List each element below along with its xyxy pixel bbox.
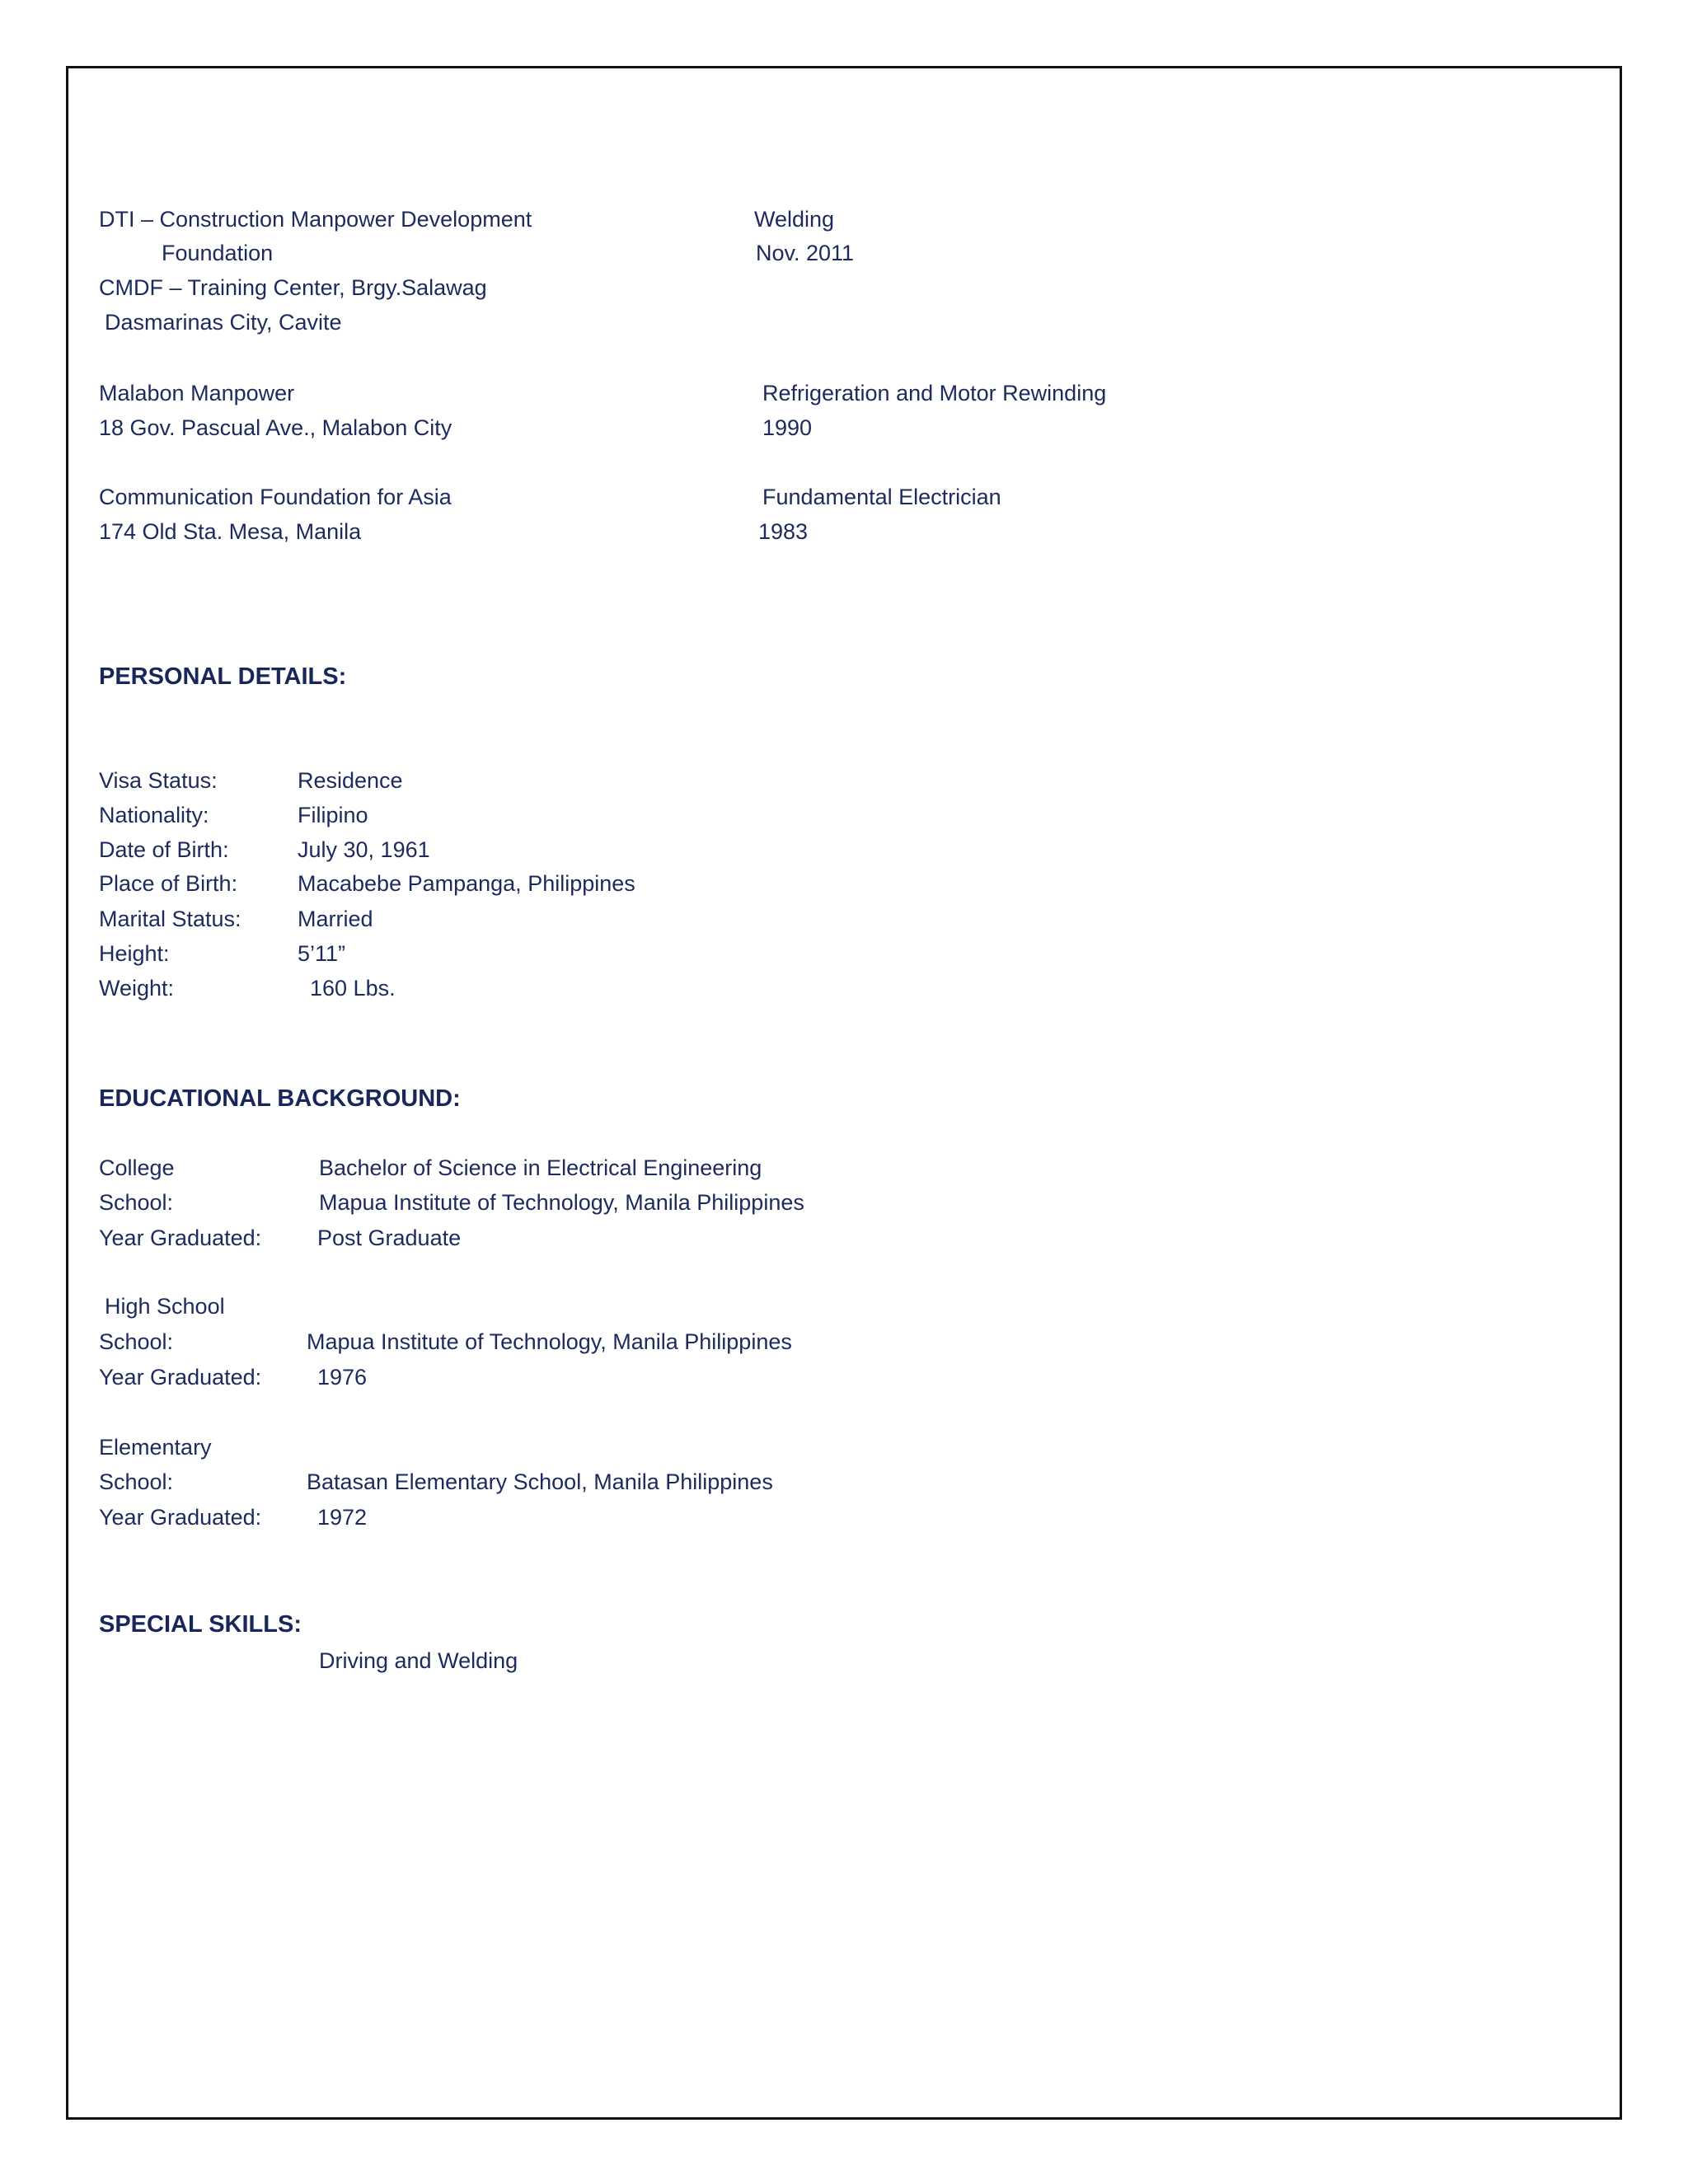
college-school-label: School:	[99, 1190, 174, 1215]
training-1-institution-line3: CMDF – Training Center, Brgy.Salawag	[99, 275, 487, 300]
date-of-birth-value: July 30, 1961	[298, 837, 430, 862]
highschool-level: High School	[105, 1294, 225, 1319]
training-1-institution-line1: DTI – Construction Manpower Development	[99, 207, 532, 232]
marital-status-value: Married	[298, 907, 373, 931]
training-2-date: 1990	[762, 415, 813, 440]
training-2-institution-line1: Malabon Manpower	[99, 381, 295, 405]
training-3-course: Fundamental Electrician	[762, 485, 1001, 509]
weight-label: Weight:	[99, 976, 175, 1001]
special-skills-value: Driving and Welding	[319, 1648, 518, 1673]
highschool-school-label: School:	[99, 1329, 174, 1354]
elementary-level: Elementary	[99, 1435, 212, 1460]
elementary-year-label: Year Graduated:	[99, 1505, 262, 1530]
visa-status-label: Visa Status:	[99, 768, 218, 793]
weight-value: 160 Lbs.	[310, 976, 396, 1001]
college-level: College	[99, 1155, 175, 1180]
college-year-label: Year Graduated:	[99, 1226, 262, 1250]
highschool-year: 1976	[317, 1365, 368, 1390]
height-value: 5’11”	[298, 941, 346, 966]
height-label: Height:	[99, 941, 170, 966]
education-heading: EDUCATIONAL BACKGROUND:	[99, 1085, 461, 1112]
training-1-date: Nov. 2011	[756, 241, 855, 265]
elementary-year: 1972	[317, 1505, 368, 1530]
highschool-year-label: Year Graduated:	[99, 1365, 262, 1390]
training-2-institution-line2: 18 Gov. Pascual Ave., Malabon City	[99, 415, 452, 440]
college-year: Post Graduate	[317, 1226, 462, 1250]
marital-status-label: Marital Status:	[99, 907, 241, 931]
training-1-course: Welding	[754, 207, 835, 232]
training-1-institution-line4: Dasmarinas City, Cavite	[105, 310, 342, 335]
training-2-course: Refrigeration and Motor Rewinding	[762, 381, 1107, 405]
nationality-label: Nationality:	[99, 803, 209, 827]
personal-details-heading: PERSONAL DETAILS:	[99, 663, 347, 690]
college-school: Mapua Institute of Technology, Manila Philippines	[319, 1190, 804, 1215]
training-3-institution-line2: 174 Old Sta. Mesa, Manila	[99, 519, 362, 544]
date-of-birth-label: Date of Birth:	[99, 837, 229, 862]
training-1-institution-line2: Foundation	[162, 241, 274, 265]
training-3-date: 1983	[758, 519, 809, 544]
elementary-school-label: School:	[99, 1469, 174, 1494]
nationality-value: Filipino	[298, 803, 368, 827]
special-skills-heading: SPECIAL SKILLS:	[99, 1611, 302, 1638]
training-3-institution-line1: Communication Foundation for Asia	[99, 485, 452, 509]
place-of-birth-value: Macabebe Pampanga, Philippines	[298, 871, 635, 896]
college-degree: Bachelor of Science in Electrical Engineering	[319, 1155, 762, 1180]
elementary-school: Batasan Elementary School, Manila Philippines	[307, 1469, 773, 1494]
visa-status-value: Residence	[298, 768, 403, 793]
highschool-school: Mapua Institute of Technology, Manila Philippines	[307, 1329, 792, 1354]
place-of-birth-label: Place of Birth:	[99, 871, 238, 896]
